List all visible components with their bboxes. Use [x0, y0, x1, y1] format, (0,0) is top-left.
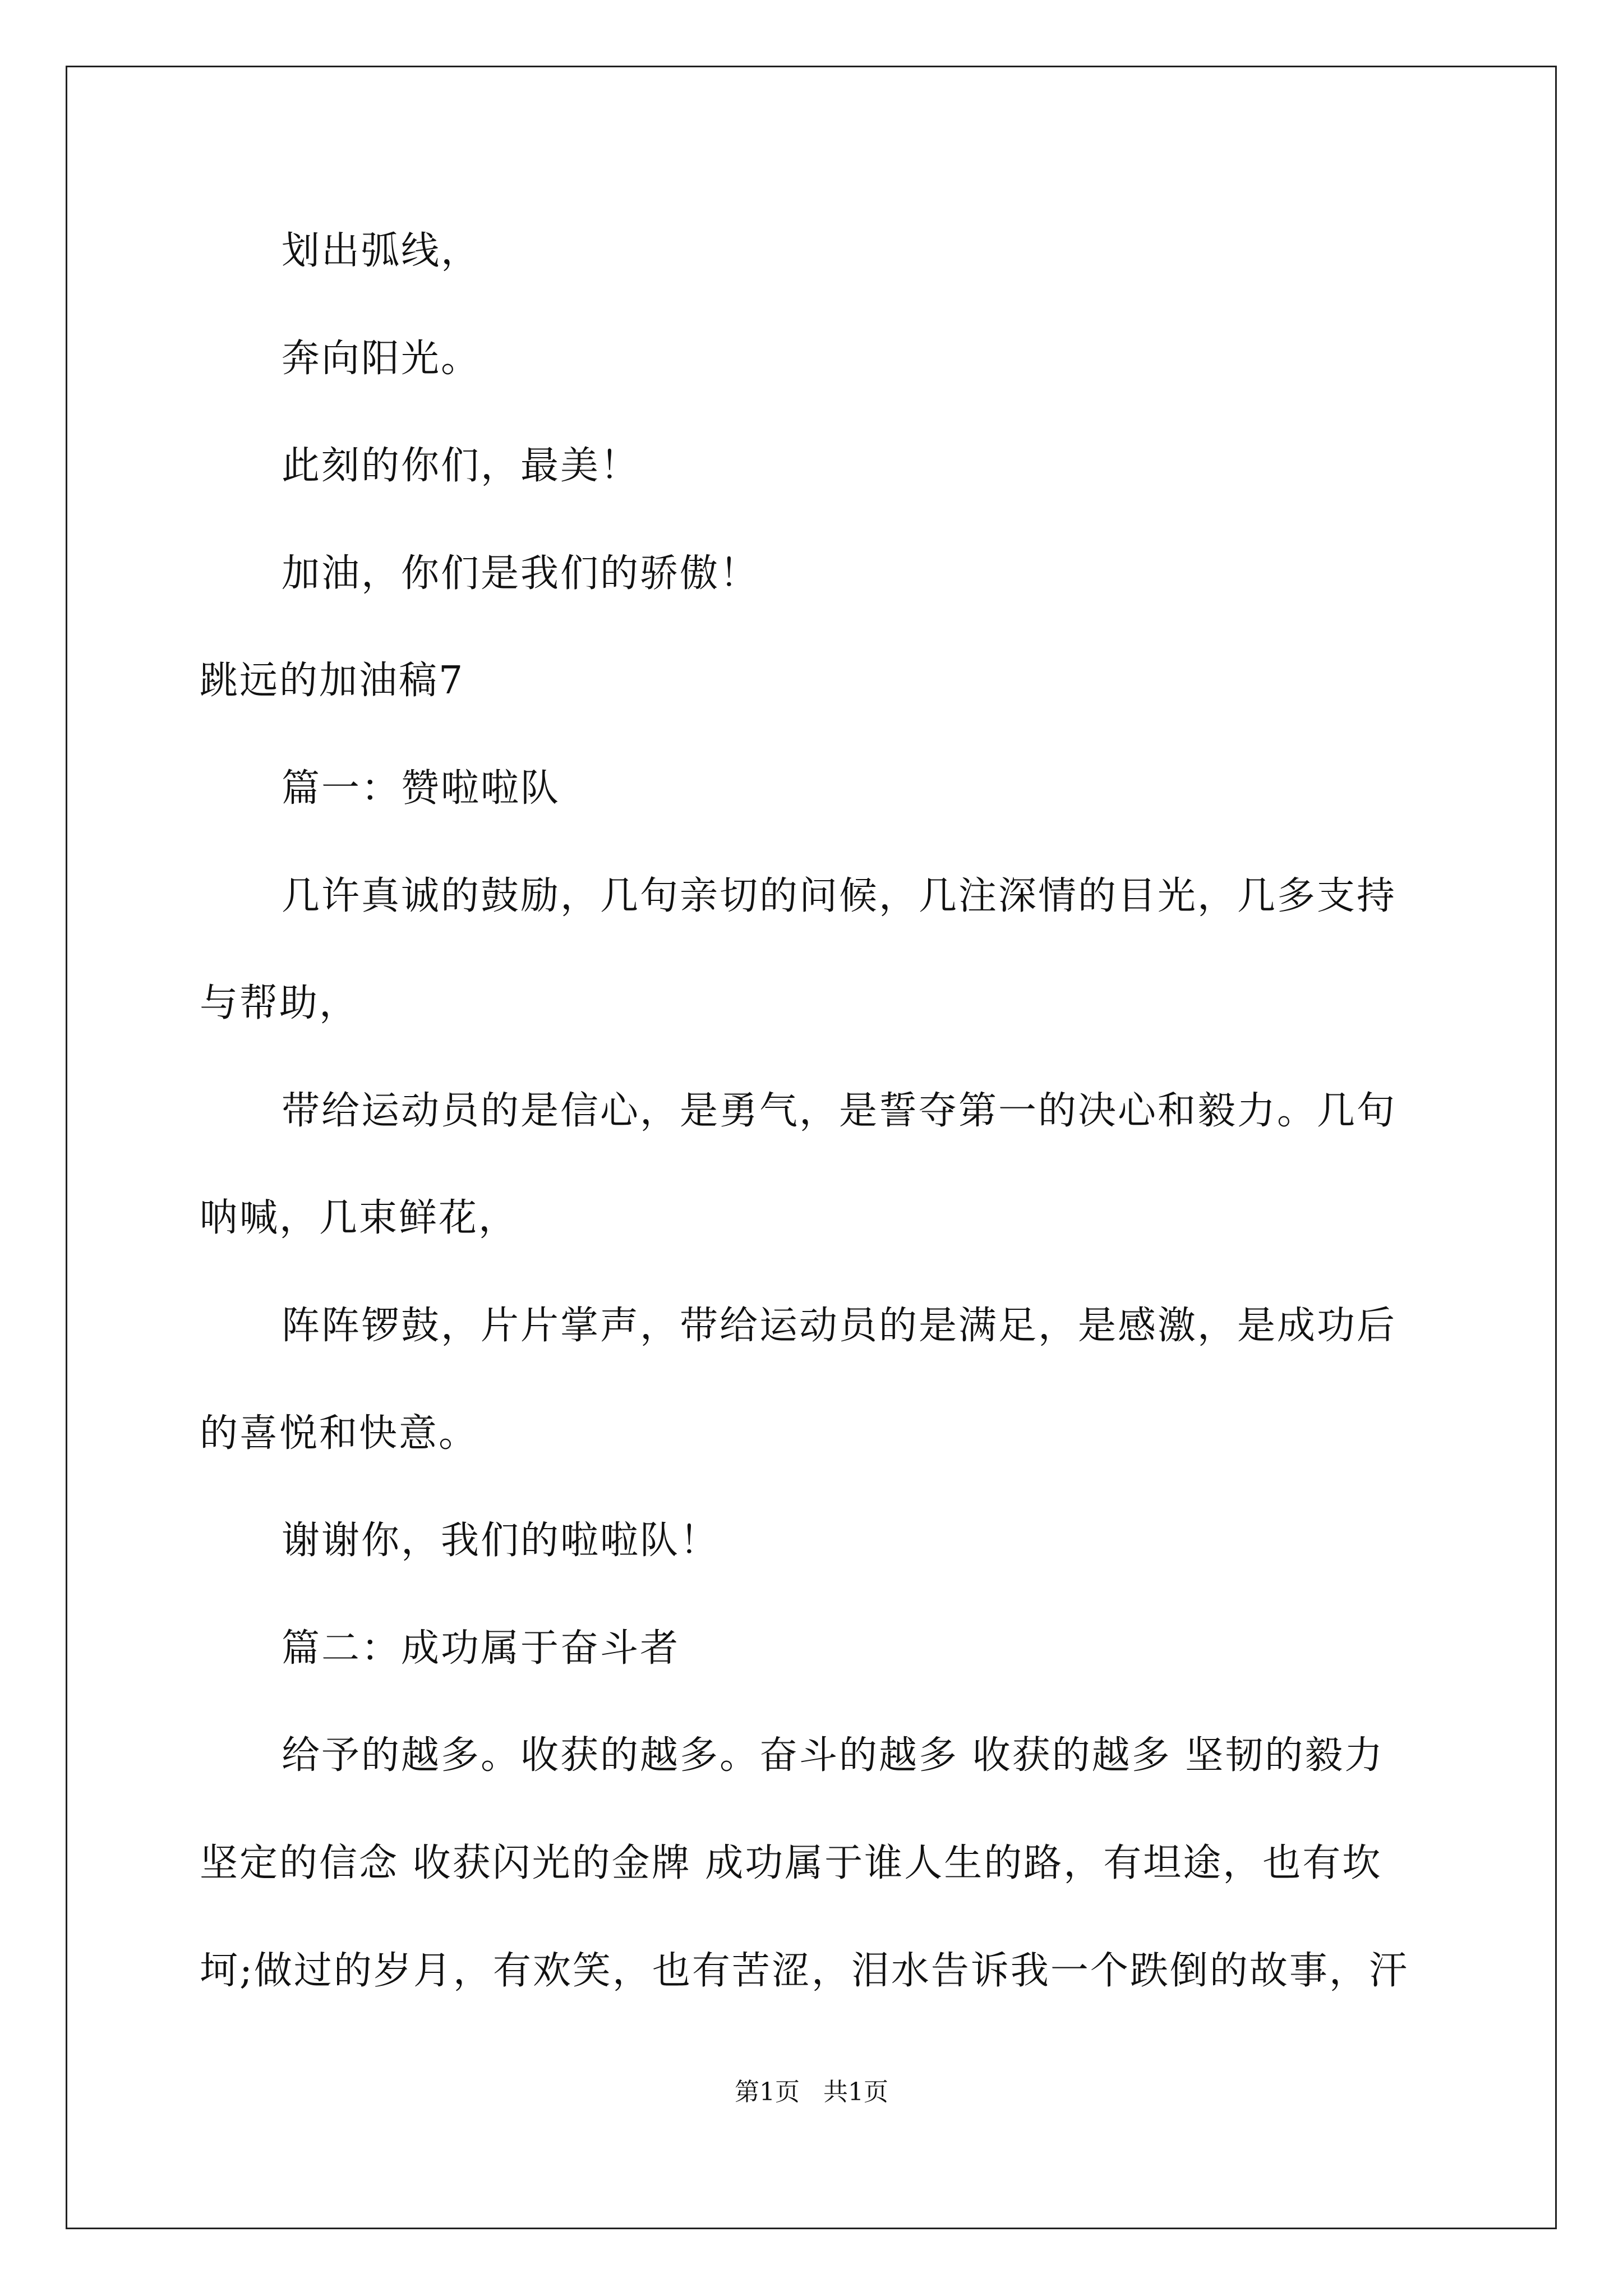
- page-border: [66, 66, 1557, 2229]
- subsection-heading: 篇一：赞啦啦队: [282, 766, 561, 811]
- text-line: 此刻的你们，最美！: [282, 444, 640, 488]
- text-line: 加油，你们是我们的骄傲！: [282, 551, 760, 596]
- text-line: 的喜悦和快意。: [200, 1411, 479, 1456]
- text-line: 给予的越多。收获的越多。奋斗的越多 收获的越多 坚韧的毅力: [282, 1733, 1385, 1778]
- text-line: 划出弧线，: [282, 229, 481, 273]
- text-line: 奔向阳光。: [282, 337, 481, 381]
- text-line: 阵阵锣鼓，片片掌声，带给运动员的是满足，是感激，是成功后: [282, 1304, 1397, 1348]
- text-line: 坷;做过的岁月，有欢笑，也有苦涩，泪水告诉我一个跌倒的故事，汗: [200, 1949, 1409, 1993]
- text-line: 几许真诚的鼓励，几句亲切的问候，几注深情的目光，几多支持: [282, 874, 1397, 918]
- text-line: 谢谢你，我们的啦啦队！: [282, 1519, 720, 1563]
- text-line: 坚定的信念 收获闪光的金牌 成功属于谁人生的路，有坦途，也有坎: [200, 1841, 1382, 1885]
- subsection-heading: 篇二：成功属于奋斗者: [282, 1626, 680, 1671]
- text-line: 与帮助，: [200, 981, 359, 1025]
- text-line: 带给运动员的是信心，是勇气，是誓夺第一的决心和毅力。几句: [282, 1089, 1397, 1133]
- text-line: 呐喊，几束鲜花，: [200, 1196, 519, 1240]
- page-footer: 第1页 共1页: [735, 2078, 888, 2106]
- section-heading: 跳远的加油稿7: [200, 659, 465, 703]
